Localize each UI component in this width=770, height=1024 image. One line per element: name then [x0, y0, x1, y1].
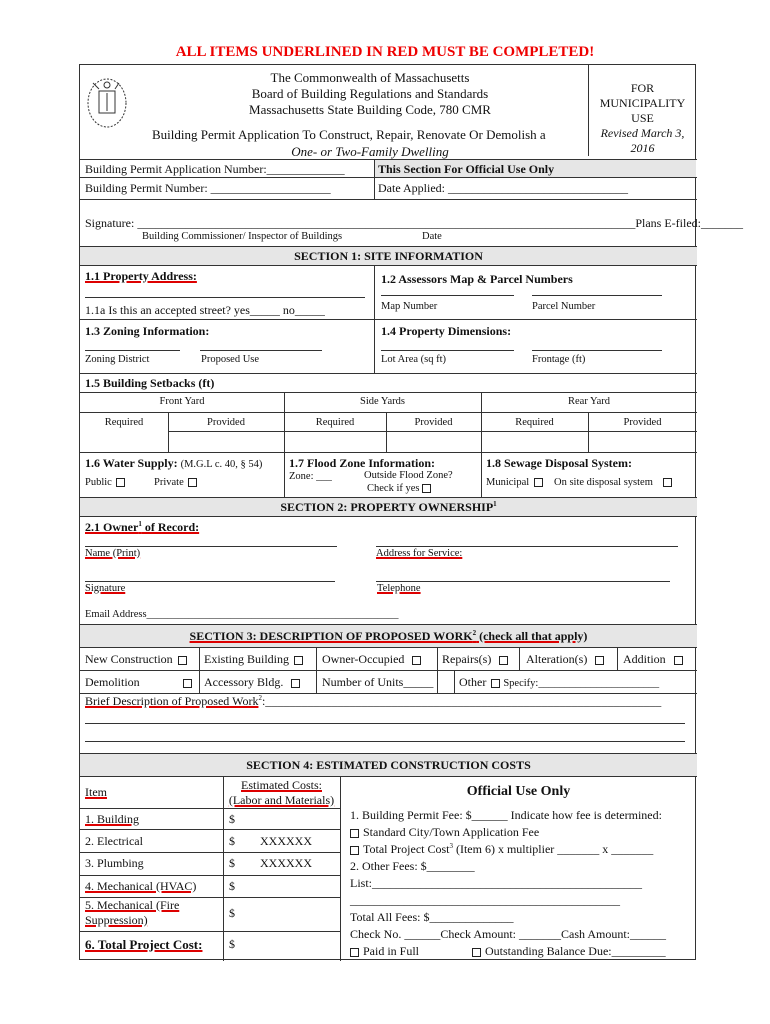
property-address-field[interactable] — [85, 297, 365, 298]
brief-description-line-3[interactable] — [85, 741, 685, 742]
form-frame — [79, 64, 743, 960]
cost-row-hvac-label: 4. Mechanical (HVAC) — [85, 879, 197, 893]
new-construction-checkbox[interactable] — [178, 656, 187, 665]
payment-fields[interactable]: Check No. ______Check Amount: _______Cash Amount:______ — [350, 927, 666, 941]
revised-date: Revised March 3, 2016 — [600, 126, 685, 155]
water-private[interactable]: Private — [154, 477, 197, 488]
outside-flood-check[interactable]: Check if yes — [367, 483, 431, 494]
commissioner-signature[interactable]: Signature: ___________________________________________________________________________________Plans E-filed:_______ — [85, 216, 743, 230]
municipal-checkbox[interactable] — [534, 478, 543, 487]
proposed-use-label: Proposed Use — [201, 354, 260, 365]
date-applied[interactable]: Date Applied: ______________________________ — [378, 181, 628, 195]
cost-row-total-value[interactable]: $ — [229, 937, 235, 951]
accessory-checkbox[interactable] — [291, 679, 300, 688]
outside-flood-label: Outside Flood Zone? — [364, 470, 453, 481]
cost-row-building-value[interactable]: $ — [229, 812, 235, 826]
owner-signature-label: Signature — [85, 583, 126, 594]
cost-row-electrical-label: 2. Electrical — [85, 834, 143, 848]
total-fees-field[interactable]: Total All Fees: $______________ — [350, 910, 514, 924]
assessors-label: 1.2 Assessors Map & Parcel Numbers — [381, 272, 573, 286]
owner-telephone-label: Telephone — [377, 583, 421, 594]
permit-fee-field[interactable]: 1. Building Permit Fee: $______ Indicate how fee is determined: — [350, 808, 662, 822]
cost-row-plumbing-label: 3. Plumbing — [85, 856, 144, 870]
standard-fee-checkbox[interactable] — [350, 829, 359, 838]
section-1-title: SECTION 1: SITE INFORMATION — [294, 249, 483, 263]
sewage-municipal[interactable]: Municipal — [486, 477, 543, 488]
addition-checkbox[interactable] — [674, 656, 683, 665]
section-3-title: SECTION 3: DESCRIPTION OF PROPOSED WORK$^2$ (check all that apply) — [189, 629, 588, 643]
demolition-option[interactable]: Demolition — [85, 675, 140, 689]
warning-banner: ALL ITEMS UNDERLINED IN RED MUST BE COMPLETED! — [175, 44, 595, 60]
public-checkbox[interactable] — [116, 478, 125, 487]
front-required: Required — [104, 417, 144, 428]
front-provided: Provided — [207, 417, 245, 428]
side-provided: Provided — [414, 417, 453, 428]
paid-in-full-checkbox[interactable] — [350, 948, 359, 957]
water-supply-label: 1.6 Water Supply: (M.G.L c. 40, § 54) — [85, 456, 263, 470]
addition-option[interactable]: Addition — [623, 652, 683, 667]
outstanding-balance-field[interactable]: Outstanding Balance Due:_________ — [472, 944, 666, 959]
section-4-title: SECTION 4: ESTIMATED CONSTRUCTION COSTS — [246, 758, 531, 772]
new-construction-option[interactable]: New Construction — [85, 652, 187, 667]
cost-row-plumbing-value[interactable]: $ — [229, 856, 235, 870]
parcel-number-label: Parcel Number — [532, 301, 596, 312]
paid-in-full-option[interactable]: Paid in Full — [350, 944, 419, 959]
front-yard-label: Front Yard — [159, 396, 205, 407]
cost-row-fire-label: 5. Mechanical (Fire Suppression) — [85, 898, 180, 927]
form-title: Building Permit Application To Construct, Repair, Renovate Or Demolish a — [152, 127, 546, 142]
muni-label-1: FOR — [630, 81, 655, 95]
estimated-costs-header: Estimated Costs: — [241, 778, 322, 792]
state-seal-icon — [85, 73, 129, 131]
owner-occupied-checkbox[interactable] — [412, 656, 421, 665]
owner-address-field[interactable] — [376, 546, 678, 547]
frontage-label: Frontage (ft) — [532, 354, 586, 365]
owner-name-field[interactable] — [85, 546, 337, 547]
existing-building-checkbox[interactable] — [294, 656, 303, 665]
zoning-district-field[interactable] — [85, 350, 180, 351]
owner-telephone-field[interactable] — [376, 581, 670, 582]
repairs-checkbox[interactable] — [499, 656, 508, 665]
demolition-checkbox[interactable] — [183, 679, 192, 688]
proposed-use-field[interactable] — [200, 350, 322, 351]
setbacks-label: 1.5 Building Setbacks (ft) — [85, 376, 215, 390]
outstanding-checkbox[interactable] — [472, 948, 481, 957]
flood-zone-label: 1.7 Flood Zone Information: — [289, 456, 436, 470]
item-header: Item — [85, 785, 107, 799]
flood-checkbox[interactable] — [422, 484, 431, 493]
rear-yard-label: Rear Yard — [568, 396, 610, 407]
official-use-title: Official Use Only — [466, 784, 571, 799]
onsite-checkbox[interactable] — [663, 478, 672, 487]
property-address-label: 1.1 Property Address: — [85, 269, 197, 283]
zoning-label: 1.3 Zoning Information: — [85, 324, 210, 338]
brief-description-field[interactable]: Brief Description of Proposed Work$^2$:__________________________________________________________________ — [85, 694, 662, 708]
alterations-option[interactable]: Alteration(s) — [526, 652, 604, 667]
map-number-field[interactable] — [381, 295, 514, 296]
total-project-cost-option[interactable]: Total Project Cost$^3$ (Item 6) x multiplier _______ x _______ — [350, 842, 653, 857]
cost-row-plumbing-x: XXXXXX — [260, 856, 312, 870]
other-checkbox[interactable] — [491, 679, 500, 688]
muni-label-3: USE — [631, 111, 654, 125]
sewage-label: 1.8 Sewage Disposal System: — [486, 456, 632, 470]
side-required: Required — [315, 417, 355, 428]
cost-row-total-label: 6. Total Project Cost: — [85, 937, 203, 952]
sewage-onsite[interactable]: On site disposal system — [554, 477, 672, 488]
form-subtitle: One- or Two-Family Dwelling — [291, 144, 449, 159]
parcel-number-field[interactable] — [532, 295, 662, 296]
owner-occupied-option[interactable]: Owner-Occupied — [322, 652, 421, 667]
owner-email-field[interactable]: Email Address________________________________________________ — [85, 609, 399, 620]
owner-signature-field[interactable] — [85, 581, 335, 582]
zoning-district-label: Zoning District — [85, 354, 150, 365]
date-label: Date — [422, 231, 442, 242]
map-number-label: Map Number — [381, 301, 438, 312]
fees-list-line-2[interactable]: _____________________________________________ — [350, 893, 620, 907]
header-line-1: The Commonwealth of Massachusetts — [270, 70, 470, 85]
rear-provided: Provided — [623, 417, 662, 428]
repairs-option[interactable]: Repairs(s) — [442, 652, 508, 667]
owner-name-label: Name (Print) — [85, 548, 141, 559]
header-line-2: Board of Building Regulations and Standards — [251, 86, 489, 101]
accepted-street-question[interactable]: 1.1a Is this an accepted street? yes_____ no_____ — [85, 303, 325, 317]
accessory-bldg-option[interactable]: Accessory Bldg. — [204, 675, 300, 690]
water-public[interactable]: Public — [85, 477, 125, 488]
cost-row-fire-value[interactable]: $ — [229, 906, 235, 920]
standard-fee-option[interactable]: Standard City/Town Application Fee — [350, 825, 539, 840]
header-line-3: Massachusetts State Building Code, 780 CMR — [249, 102, 491, 117]
existing-building-option[interactable]: Existing Building — [204, 652, 303, 667]
side-yards-label: Side Yards — [360, 396, 405, 407]
cost-row-hvac-value[interactable]: $ — [229, 879, 235, 893]
official-use-label: This Section For Official Use Only — [378, 162, 555, 176]
lot-area-label: Lot Area (sq ft) — [381, 354, 447, 365]
frontage-field[interactable] — [532, 350, 662, 351]
alterations-checkbox[interactable] — [595, 656, 604, 665]
number-of-units-field[interactable]: Number of Units_____ — [322, 675, 434, 689]
muni-label-2: MUNICIPALITY — [599, 96, 686, 110]
flood-zone-field[interactable]: Zone: ___ — [289, 471, 332, 482]
brief-description-line-2[interactable] — [85, 723, 685, 724]
owner-of-record-label: 2.1 Owner$^1$ of Record: — [85, 520, 200, 534]
private-checkbox[interactable] — [188, 478, 197, 487]
owner-address-label: Address for Service: — [376, 548, 463, 559]
cost-row-building-label: 1. Building — [85, 812, 140, 826]
lot-area-field[interactable] — [381, 350, 514, 351]
dimensions-label: 1.4 Property Dimensions: — [381, 324, 512, 338]
permit-application-number[interactable]: Building Permit Application Number:_____________ — [85, 162, 345, 176]
cost-row-electrical-value[interactable]: $ — [229, 834, 235, 848]
other-option[interactable]: Other Specify:_______________________ — [459, 675, 660, 689]
section-2-title: SECTION 2: PROPERTY OWNERSHIP$^1$ — [280, 500, 497, 514]
fees-list-field[interactable]: List:_____________________________________________ — [350, 876, 643, 890]
rear-required: Required — [515, 417, 554, 428]
other-fees-field[interactable]: 2. Other Fees: $________ — [350, 859, 475, 873]
labor-materials-header: (Labor and Materials) — [228, 793, 335, 807]
cost-row-electrical-x: XXXXXX — [260, 834, 312, 848]
commissioner-label: Building Commissioner/ Inspector of Buildings — [142, 231, 343, 242]
total-cost-checkbox[interactable] — [350, 846, 359, 855]
permit-number[interactable]: Building Permit Number: ____________________ — [85, 181, 331, 195]
